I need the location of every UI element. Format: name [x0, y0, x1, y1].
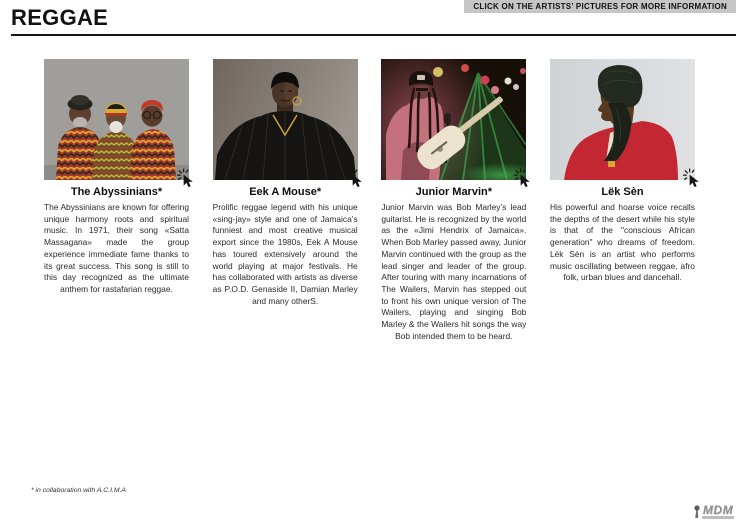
artist-description: His powerful and hoarse voice recalls the depths of the desert while his style is that of the "conscious African generation" who dreams of freedom. Lëk Sèn is an artist who performs music oscillating between reggae, afro folk, urban blues and dancehall. — [549, 202, 695, 283]
title-underline — [11, 34, 736, 36]
click-cursor-icon — [177, 168, 196, 189]
artist-name: Junior Marvin* — [415, 186, 493, 198]
logo-text: MDM — [702, 502, 734, 517]
abyssinians-photo — [44, 59, 189, 180]
logo-subtext-bar — [702, 516, 734, 519]
click-cursor-icon — [346, 168, 365, 189]
logo-mic-icon — [693, 505, 701, 519]
artist-picture-abyssinians[interactable] — [44, 59, 189, 180]
eek-a-mouse-photo — [213, 59, 358, 180]
artist-card-lek-sen — [550, 59, 695, 342]
artists-grid — [44, 59, 695, 342]
page-title: REGGAE — [11, 5, 109, 30]
artist-description: The Abyssinians are known for offering unique harmony roots and spiritual music. In 1971, their song «Satta Massagana» made the group experience immediate fame thanks to its great success. This song is still to this day recognized as the ultimate anthem for rastafarian reggae. — [44, 202, 189, 294]
collaboration-footnote: * in collaboration with A.C.I.M.A — [31, 487, 126, 494]
company-logo — [693, 502, 734, 520]
logo-text-block — [702, 502, 734, 520]
artist-card-junior-marvin — [381, 59, 526, 342]
artist-picture-junior-marvin[interactable] — [381, 59, 526, 180]
artist-name: The Abyssinians* — [70, 186, 163, 198]
artist-picture-lek-sen[interactable] — [550, 59, 695, 180]
artist-description: Prolific reggae legend with his unique «sing-jay» style and one of Jamaica’s funniest and most creative musical export since the 1980s, Eek A Mouse has toured extensively around the world playing at major festivals. He has collaborated with artists as diverse as P.O.D. Genaside II, Damian Marley and many otherS. — [212, 202, 358, 306]
instruction-banner: CLICK ON THE ARTISTS’ PICTURES FOR MORE INFORMATION — [464, 0, 736, 13]
artist-card-eek-a-mouse — [213, 59, 358, 342]
artist-card-abyssinians — [44, 59, 189, 342]
click-cursor-icon — [683, 168, 702, 189]
click-cursor-icon — [514, 168, 533, 189]
lek-sen-photo — [550, 59, 695, 180]
artist-name: Eek A Mouse* — [249, 186, 322, 198]
artist-name: Lëk Sèn — [601, 186, 644, 198]
artist-picture-eek-a-mouse[interactable] — [213, 59, 358, 180]
junior-marvin-photo — [381, 59, 526, 180]
artist-description: Junior Marvin was Bob Marley’s lead guitarist. He is recognized by the world as the «Jimi Hendrix of Jamaica». When Bob Marley passed away, Junior Marvin continued with the group as the lead singer and leader of the group. After touring with many incarnations of The Wailers, Marvin has stepped out to front his own unique version of The Wailers, playing and singing Bob Marley & the Wailers hit songs the way Bob intended them to be heard. — [381, 202, 527, 341]
